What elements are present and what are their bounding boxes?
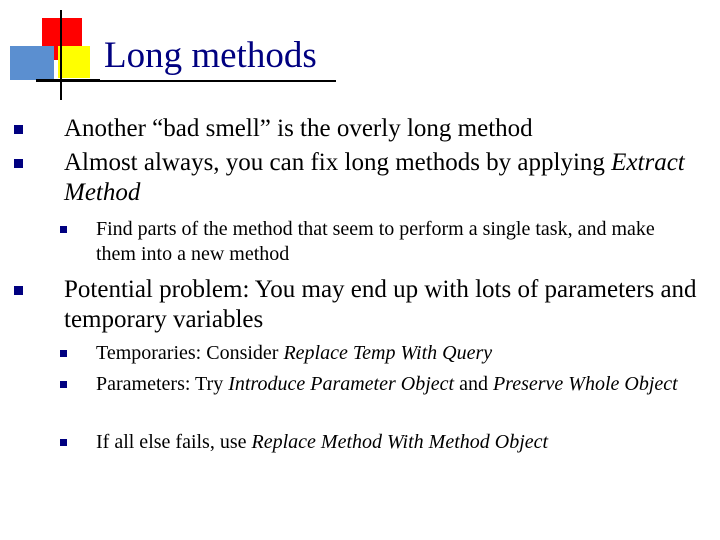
sub-bullet-text-italic: Replace Temp With Query bbox=[283, 342, 493, 364]
bullet-item bbox=[8, 114, 698, 144]
sub-bullet-item bbox=[56, 430, 696, 455]
square-bullet-icon bbox=[60, 439, 67, 446]
sub-bullet-text bbox=[96, 372, 696, 397]
slide-title: Long methods bbox=[104, 35, 317, 76]
sub-bullet-item bbox=[56, 372, 696, 422]
square-bullet-icon bbox=[60, 350, 67, 357]
sub-bullet-text-plain: and bbox=[454, 373, 493, 395]
sub-bullet-text-plain: Temporaries: Consider bbox=[96, 342, 284, 364]
bullet-text: Potential problem: You may end up with lots of parameters and temporary variables bbox=[64, 276, 697, 333]
square-bullet-icon bbox=[14, 286, 23, 295]
square-bullet-icon bbox=[60, 226, 67, 233]
sub-bullet-text: Find parts of the method that seem to perform a single task, and make them into a new method bbox=[96, 218, 655, 265]
sub-bullet-item bbox=[56, 341, 696, 366]
sub-bullet-text-italic: Replace Method With Method Object bbox=[251, 431, 549, 453]
sub-bullet-text-plain: If all else fails, use bbox=[96, 431, 252, 453]
bullet-text-italic: Extract Method bbox=[64, 149, 685, 206]
bullet-text bbox=[64, 148, 698, 208]
sub-bullet-text-plain: Parameters: Try bbox=[96, 373, 229, 395]
sub-bullet-text-italic: Preserve Whole Object bbox=[492, 373, 678, 395]
sub-bullet-item bbox=[56, 217, 696, 267]
bullet-text-plain: Almost always, you can fix long methods by applying bbox=[64, 149, 612, 176]
sub-bullet-text bbox=[96, 430, 696, 455]
square-bullet-icon bbox=[14, 159, 23, 168]
square-bullet-icon bbox=[14, 125, 23, 134]
bullet-text: Another “bad smell” is the overly long method bbox=[64, 115, 533, 142]
bullet-item bbox=[8, 275, 698, 335]
bullet-item bbox=[8, 148, 698, 208]
square-bullet-icon bbox=[60, 381, 67, 388]
sub-bullet-text-italic: Introduce Parameter Object bbox=[228, 373, 455, 395]
sub-bullet-text bbox=[96, 341, 696, 366]
